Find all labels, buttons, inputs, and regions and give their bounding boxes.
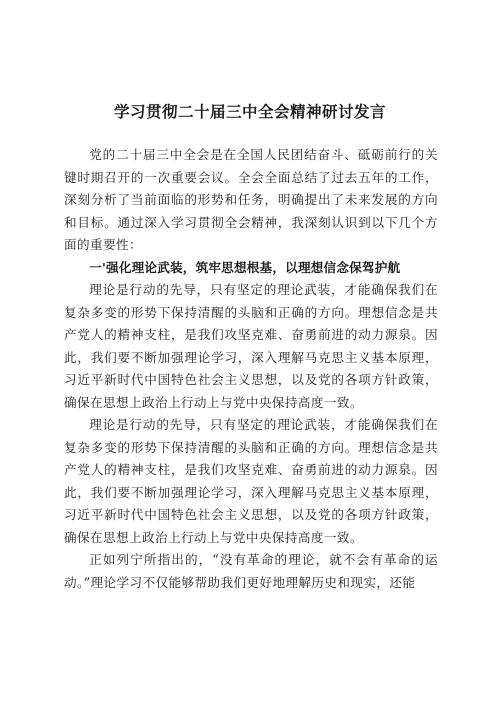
intro-paragraph: 党的二十届三中全会是在全国人民团结奋斗、砥砺前行的关键时期召开的一次重要会议。全会全面总结了过去五年的工作，深刻分析了当前面临的形势和任务，明确提出了未来发展的方向和目标。通过深入学习贯彻全会精神，我深刻认识到以下几个方面的重要性： (64, 147, 438, 252)
document-title: 学习贯彻二十届三中全会精神研讨发言 (113, 103, 386, 121)
body-paragraph: 理论是行动的先导，只有坚定的理论武装，才能确保我们在复杂多变的形势下保持清醒的头脑和正确的方向。理想信念是共产党人的精神支柱，是我们攻坚克难、奋勇前进的动力源泉。因此，我们要不断加强理论学习，深入理解马克思主义基本原理，习近平新时代中国特色社会主义思想，以及党的各项方针政策，确保在思想上政治上行动上与党中央保持高度一致。 (64, 417, 438, 545)
body-paragraph: 理论是行动的先导，只有坚定的理论武装，才能确保我们在复杂多变的形势下保持清醒的头脑和正确的方向。理想信念是共产党人的精神支柱，是我们攻坚克难、奋勇前进的动力源泉。因此，我们要不断加强理论学习，深入理解马克思主义基本原理，习近平新时代中国特色社会主义思想，以及党的各项方针政策，确保在思想上政治上行动上与党中央保持高度一致。 (64, 282, 438, 410)
body-paragraph: 正如列宁所指出的，“没有革命的理论，就不会有革命的运动。”理论学习不仅能够帮助我们更好地理解历史和现实，还能 (64, 552, 438, 590)
section-heading: 一'强化理论武装，筑牢思想根基，以理想信念保驾护航 (89, 259, 401, 275)
document-body (64, 144, 438, 594)
